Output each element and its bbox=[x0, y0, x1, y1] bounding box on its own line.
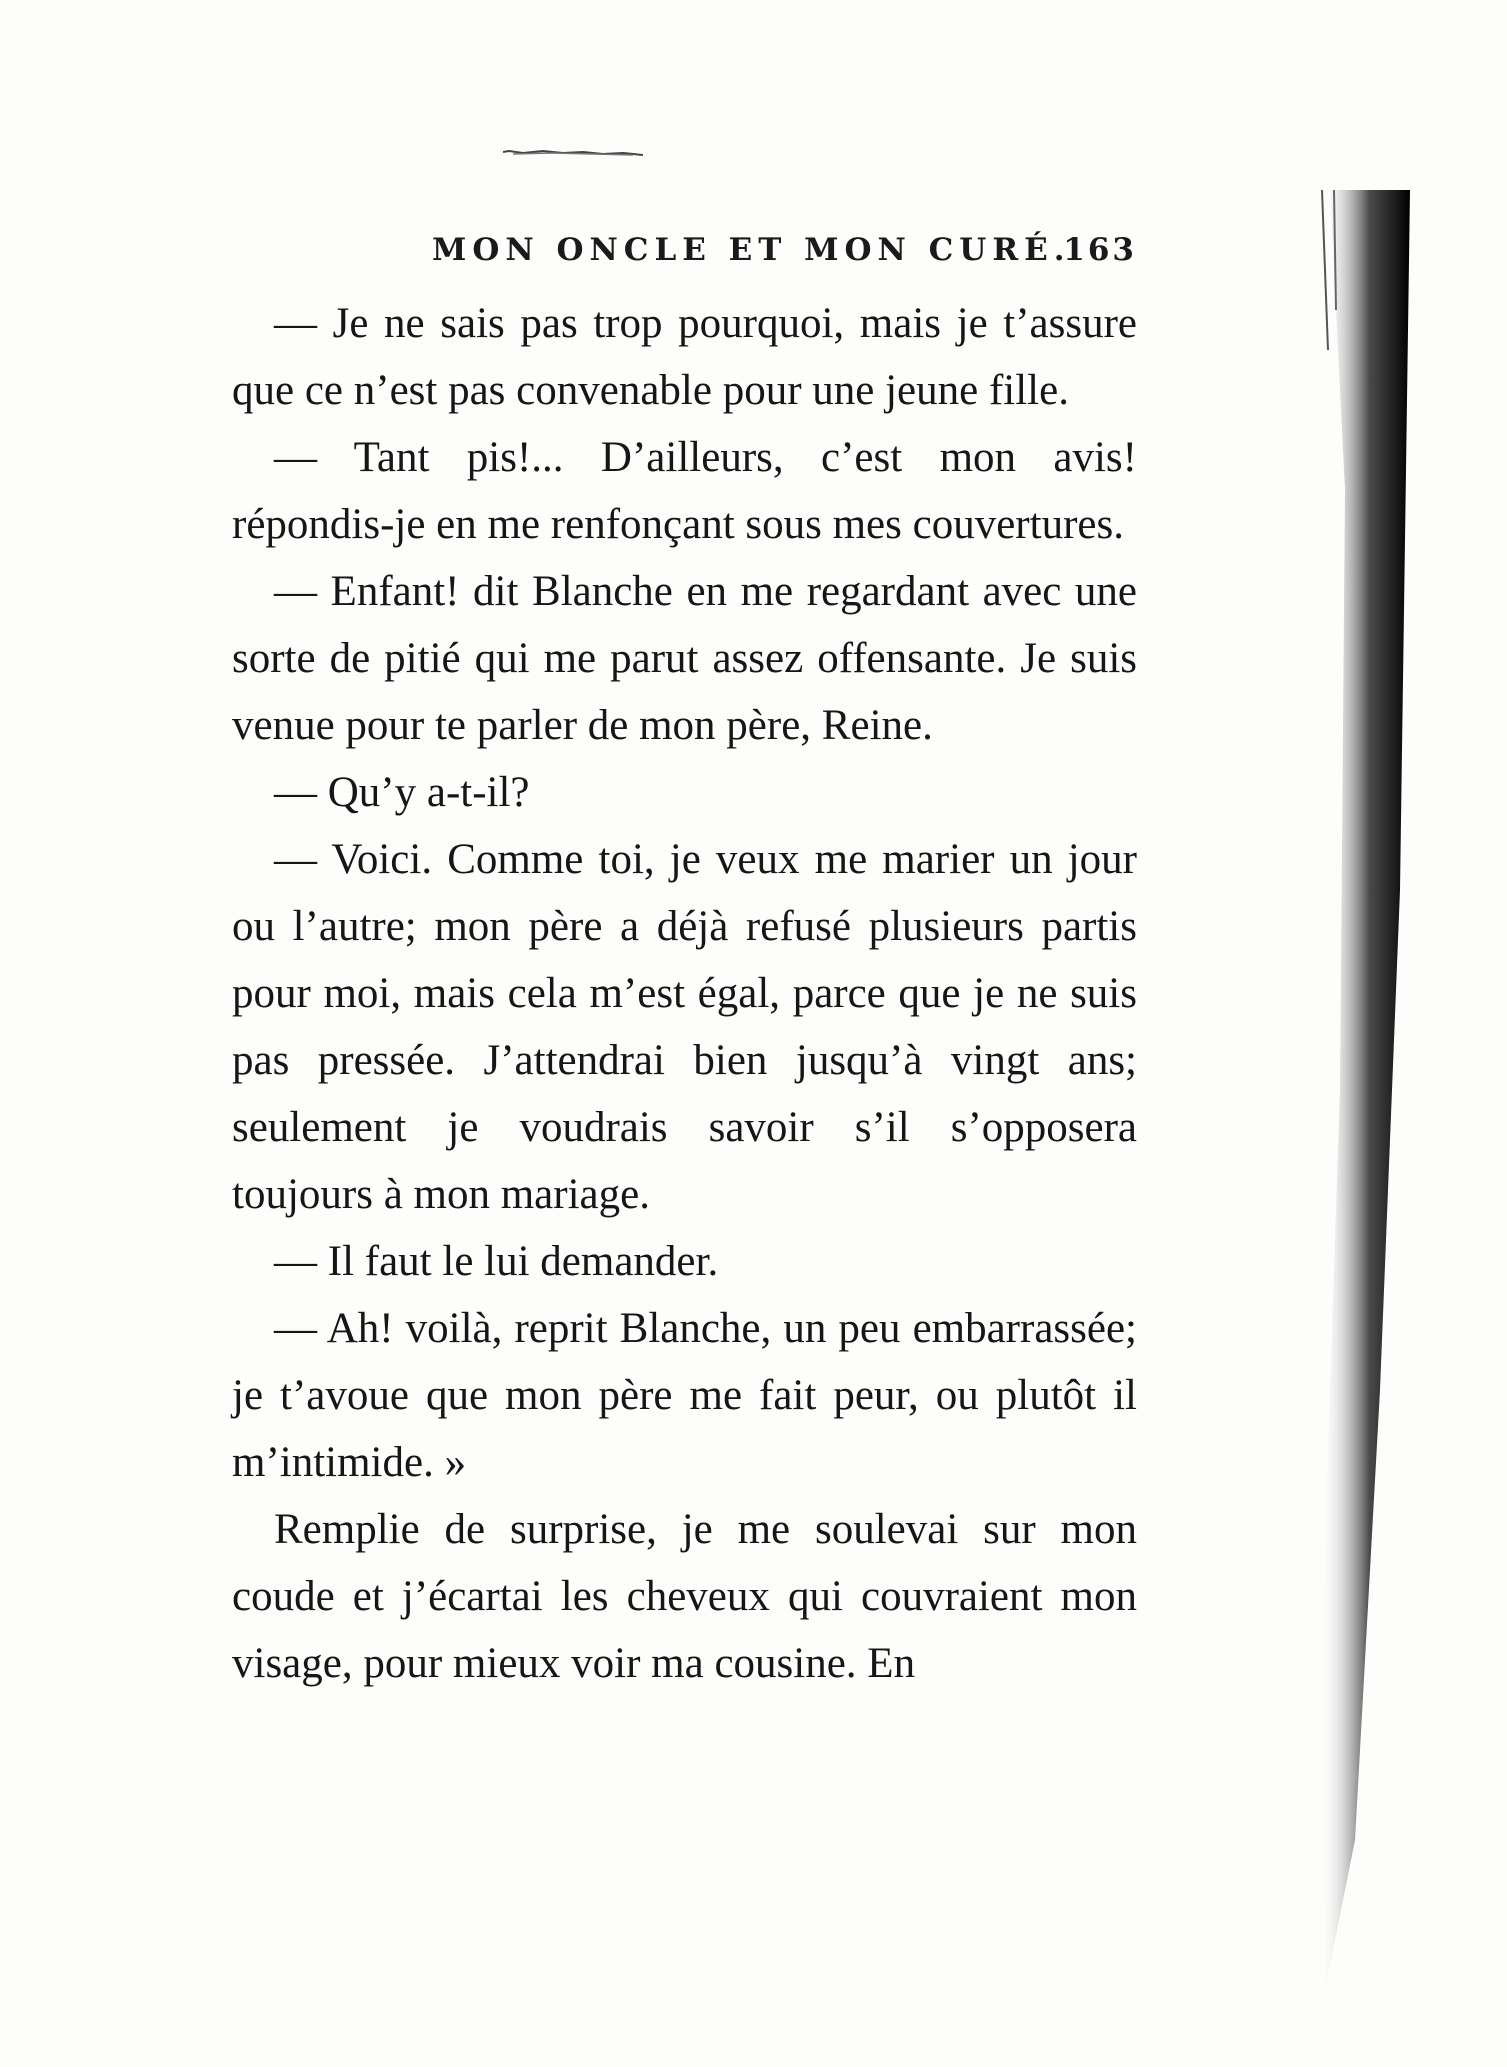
paragraph: — Enfant! dit Blanche en me regardant avec une sorte de pitié qui me parut assez offensante. Je suis venue pour te parler de mon père, Reine. bbox=[232, 568, 1137, 749]
paragraph: — Je ne sais pas trop pourquoi, mais je t’assure que ce n’est pas convenable pour une jeune fille. bbox=[232, 300, 1137, 414]
running-title: MON ONCLE ET MON CURÉ. bbox=[432, 232, 1071, 268]
paragraph: — Ah! voilà, reprit Blanche, un peu embarrassée; je t’avoue que mon père me fait peur, ou plutôt il m’intimide. » bbox=[232, 1305, 1137, 1486]
running-header bbox=[232, 232, 1137, 276]
body-text bbox=[232, 290, 1137, 1697]
paragraph: — Voici. Comme toi, je veux me marier un jour ou l’autre; mon père a déjà refusé plusieurs partis pour moi, mais cela m’est égal, parce que je ne suis pas pressée. J’attendrai bien jusqu’à vingt ans; seulement je voudrais savoir s’il s’opposera toujours à mon mariage. bbox=[232, 836, 1137, 1218]
paragraph: — Il faut le lui demander. bbox=[274, 1238, 719, 1285]
binding-gutter-shadow bbox=[1300, 190, 1410, 1990]
paragraph: Remplie de surprise, je me soulevai sur mon coude et j’écartai les cheveux qui couvraient mon visage, pour mieux voir ma cousine. En bbox=[232, 1506, 1137, 1687]
paragraph: — Qu’y a-t-il? bbox=[274, 769, 530, 816]
paragraph: — Tant pis!... D’ailleurs, c’est mon avis! répondis-je en me renfonçant sous mes couvertures. bbox=[232, 434, 1137, 548]
page-number: 163 bbox=[1063, 232, 1137, 268]
header-ornament-rule bbox=[503, 148, 643, 158]
